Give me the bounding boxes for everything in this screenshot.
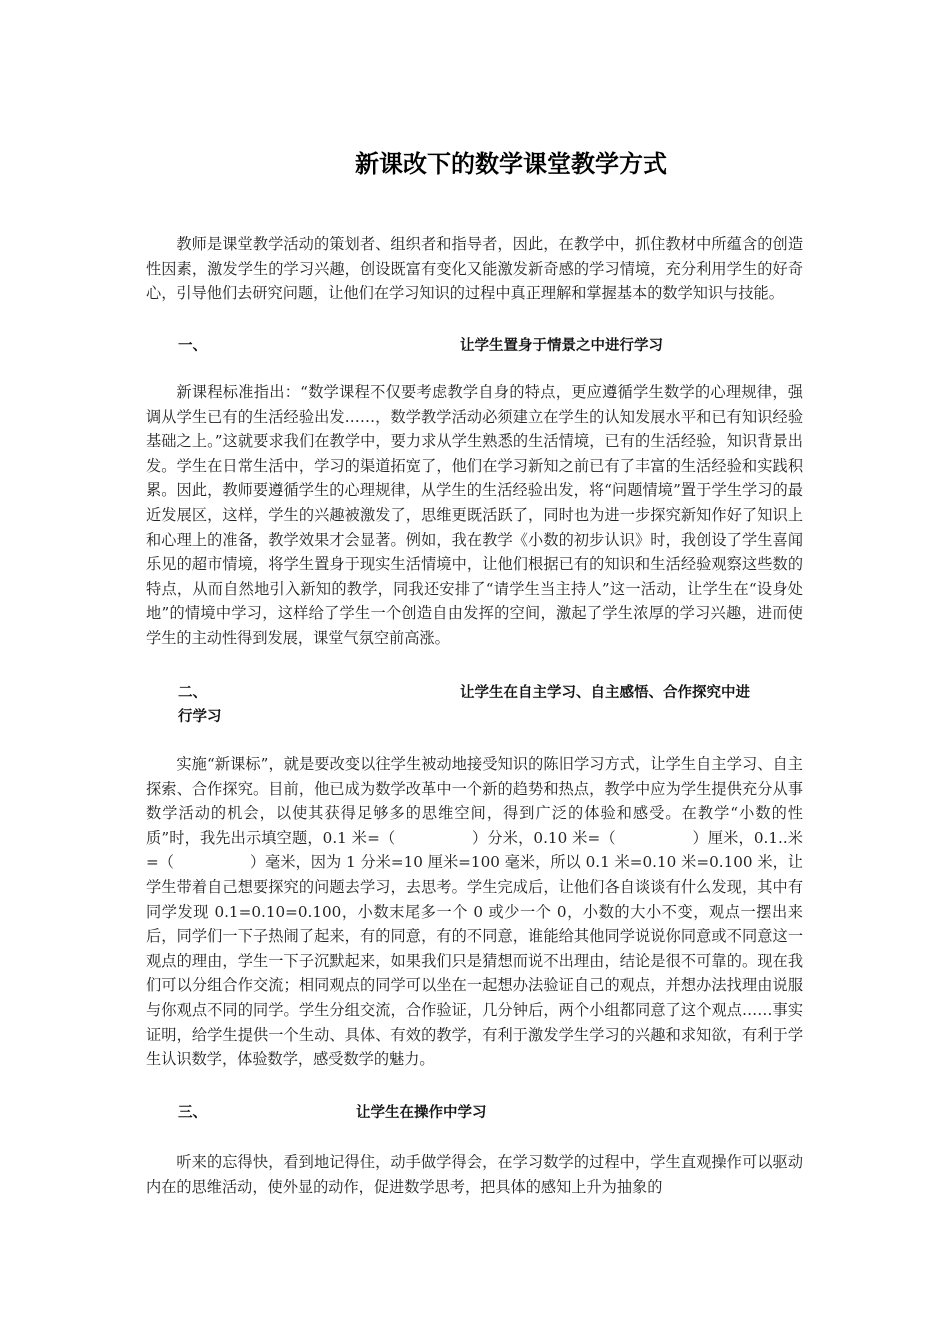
section-3-number: 三、 — [178, 1105, 207, 1121]
section-3-title: 让学生在操作中学习 — [356, 1105, 487, 1121]
section-3-paragraph: 听来的忘得快，看到地记得住，动手做学得会，在学习数学的过程中，学生直观操作可以驱动内在的思维活动，使外显的动作，促进数学思考，把具体的感知上升为抽象的 — [146, 1153, 803, 1196]
section-2-title-line2: 行学习 — [178, 709, 222, 725]
section-2-number: 二、 — [178, 685, 207, 701]
intro-paragraph: 教师是课堂教学活动的策划者、组织者和指导者，因此，在教学中，抓住教材中所蕴含的创造性因素，激发学生的学习兴趣，创设既富有变化又能激发新奇感的学习情境，充分利用学生的好奇心，引导他们去研究问题，让他们在学习知识的过程中真正理解和掌握基本的数学知识与技能。 — [146, 235, 803, 303]
section-2-title-line1: 让学生在自主学习、自主感悟、合作探究中进 — [460, 685, 750, 701]
section-2-paragraph: 实施“新课标”，就是要改变以往学生被动地接受知识的陈旧学习方式，让学生自主学习、自主探索、合作探究。目前，他已成为数学改革中一个新的趋势和热点，教学中应为学生提供充分从事数学活动的机会，以使其获得足够多的思维空间，得到广泛的体验和感受。在教学“小数的性质”时，我先出示填空题，0.1 米=（ ）分米，0.10 米=（ ）厘米，0.1..米=（ ）毫米，因为 1 分米=10 厘米=100 毫米，所以 0.1 米=0.10 米=0.100 米，让学生带着自己想要探究的问题去学习，去思考。学生完成后，让他们各自谈谈有什么发现，其中有同学发现 0.1=0.10=0.100，小数末尾多一个 0 或少一个 0，小数的大小不变，观点一摆出来后，同学们一下子热闹了起来，有的同意，有的不同意，谁能给其他同学说说你同意或不同意这一观点的理由，学生一下子沉默起来，如果我们只是猜想而说不出理由，结论是很不可靠的。现在我们可以分组合作交流；相同观点的同学可以坐在一起想办法验证自己的观点，并想办法找理由说服与你观点不同的同学。学生分组交流，合作验证，几分钟后，两个小组都同意了这个观点……事实证明，给学生提供一个生动、具体、有效的教学，有利于激发学生学习的兴趣和求知欲，有利于学生认识数学，体验数学，感受数学的魅力。 — [146, 755, 803, 1069]
section-1-paragraph: 新课程标准指出：“数学课程不仅要考虑教学自身的特点，更应遵循学生数学的心理规律，强调从学生已有的生活经验出发……，数学教学活动必须建立在学生的认知发展水平和已有知识经验基础之上。”这就要求我们在教学中，要力求从学生熟悉的生活情境，已有的生活经验，知识背景出发。学生在日常生活中，学习的渠道拓宽了，他们在学习新知之前已有了丰富的生活经验和实践积累。因此，教师要遵循学生的心理规律，从学生的生活经验出发，将“问题情境”置于学生学习的最近发展区，这样，学生的兴趣被激发了，思维更既活跃了，同时也为进一步探究新知作好了知识上和心理上的准备，教学效果才会显著。例如，我在教学《小数的初步认识》时，我创设了学生喜闻乐见的超市情境，将学生置身于现实生活情境中，让他们根据已有的知识和生活经验观察这些数的特点，从而自然地引入新知的教学，同我还安排了“请学生当主持人”这一活动，让学生在“设身处地”的情境中学习，这样给了学生一个创造自由发挥的空间，激起了学生浓厚的学习兴趣，进而使学生的主动性得到发展，课堂气氛空前高涨。 — [146, 383, 803, 647]
section-1-title: 让学生置身于情景之中进行学习 — [460, 338, 663, 354]
document-title: 新课改下的数学课堂教学方式 — [355, 149, 667, 178]
section-2-heading — [178, 681, 803, 729]
section-1-number: 一、 — [178, 338, 207, 354]
